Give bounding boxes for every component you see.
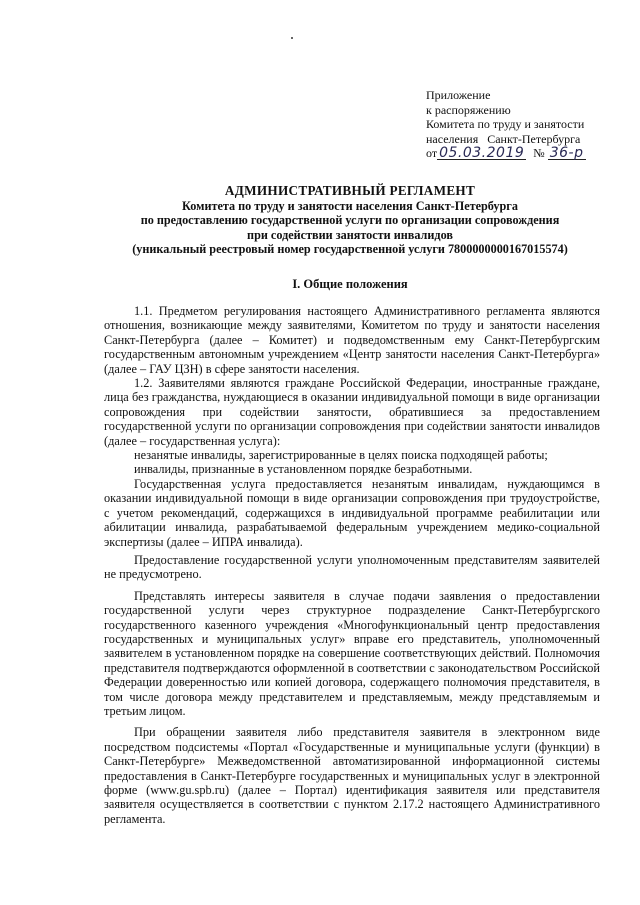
scan-speck — [291, 37, 293, 39]
document-body — [104, 304, 600, 826]
handwritten-date: 05.03.2019 — [439, 145, 525, 162]
paragraph: Предоставление государственной услуги уполномоченным представителям заявителей не предусмотрено. — [104, 552, 600, 582]
title-line: АДМИНИСТРАТИВНЫЙ РЕГЛАМЕНТ — [224, 183, 476, 198]
appendix-line: Приложение — [426, 88, 491, 102]
title-line: по предоставлению государственной услуги по организации сопровождения — [140, 213, 560, 228]
paragraph: Представлять интересы заявителя в случае подачи заявления о предоставлении государственной услуги через структурное подразделение Санкт-Петербургского государственного казенного учреждения «Многофункциональный центр предоставления государственных и муниципальных услуг» вправе его представитель, уполномоченный заявителем в установленном порядке на совершение соответствующих действий. Полномочия представителя подтверждаются оформленной в соответствии с законодательством Российской Федерации доверенностью или копией договора, содержащего полномочия представителя, в том числе договора между представителем и представляемым, между представляемым и третьим лицом. — [104, 588, 600, 718]
appendix-block — [426, 88, 626, 161]
section-heading: I. Общие положения — [292, 277, 408, 291]
date-prefix: от — [426, 146, 438, 161]
title-line: (уникальный реестровый номер государственной услуги 7800000000167015574) — [132, 242, 568, 257]
appendix-line: к распоряжению — [426, 102, 511, 117]
paragraph: инвалиды, признанные в установленном порядке безработными. — [134, 462, 473, 477]
number-prefix: № — [533, 146, 545, 161]
paragraph: Государственная услуга предоставляется незанятым инвалидам, нуждающимся в оказании индивидуальной помощи в виде организации сопровождения при трудоустройстве, с учетом рекомендаций, содержащихся в индивидуальной программе реабилитации или абилитации инвалида, разрабатываемой федеральным учреждением медико-социальной экспертизы (далее – ИПРА инвалида). — [104, 476, 600, 549]
handwritten-number: 36-р — [548, 147, 586, 160]
title-line: Комитета по труду и занятости населения Санкт-Петербурга — [182, 198, 518, 213]
paragraph: 1.1. Предметом регулирования настоящего Административного регламента являются отношения, возникающие между заявителями, Комитетом по труду и занятости населения Санкт-Петербурга (далее – Комитет) и подведомственным ему Санкт-Петербургским государственным автономным учреждением «Центр занятости населения Санкт-Петербурга» (далее – ГАУ ЦЗН) в сфере занятости населения. — [104, 304, 600, 376]
paragraph: 1.2. Заявителями являются граждане Российской Федерации, иностранные граждане, лица без гражданства, нуждающиеся в оказании индивидуальной помощи в виде организации сопровождения при содействии занятости, обратившиеся за предоставлением государственной услуги по организации сопровождения при содействии занятости инвалидов (далее – государственная услуга): — [104, 376, 600, 448]
appendix-line: Комитета по труду и занятости — [426, 117, 585, 132]
paragraph: незанятые инвалиды, зарегистрированные в целях поиска подходящей работы; — [134, 448, 548, 463]
paragraph: При обращении заявителя либо представителя заявителя в электронном виде посредством подсистемы «Портал «Государственные и муниципальные услуги (функции) в Санкт-Петербурге» Межведомственной автоматизированной информационной системы предоставления в Санкт-Петербурге государственных и муниципальных услуг в электронной форме (www.gu.spb.ru) (далее – Портал) идентификация заявителя или представителя заявителя осуществляется в соответствии с пунктом 2.17.2 настоящего Административного регламента. — [104, 725, 600, 826]
title-line: при содействии занятости инвалидов — [247, 227, 453, 242]
appendix-line: населения Санкт-Петербурга — [426, 131, 581, 146]
document-title — [100, 184, 600, 257]
appendix-date-line — [426, 146, 626, 161]
